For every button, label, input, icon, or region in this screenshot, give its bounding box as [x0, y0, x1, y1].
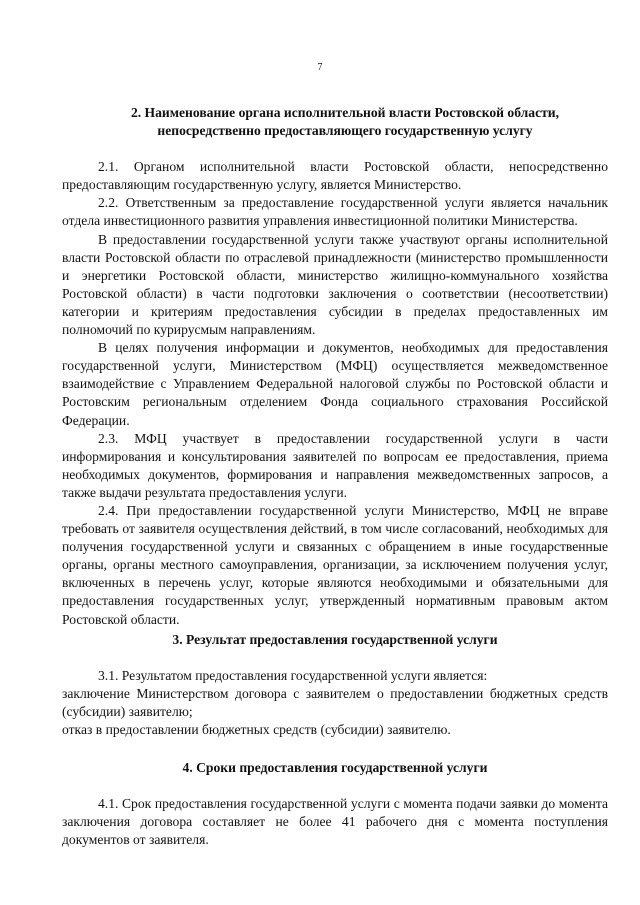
- document-body: [62, 104, 608, 849]
- spacer: [62, 739, 608, 759]
- section-2-heading-line-1: 2. Наименование органа исполнительной власти Ростовской области,: [130, 105, 560, 120]
- result-item-refusal: отказ в предоставлении бюджетных средств (субсидии) заявителю.: [62, 722, 451, 737]
- section-4-heading: 4. Сроки предоставления государственной услуги: [182, 760, 488, 776]
- spacer: [62, 140, 608, 158]
- paragraph-2-4: 2.4. При предоставлении государственной услуги Министерство, МФЦ не вправе требовать от заявителя осуществления действий, в том числе согласований, необходимых для получения государственной услуги и связанных с обращением в иные государственные органы, органы местного самоуправления, организации, за исключением получения услуг, включенных в перечень услуг, которые являются необходимыми и обязательными для предоставления государственных услуг, утвержденный нормативным правовым актом Ростовской области.: [62, 502, 608, 627]
- page-number: 7: [317, 62, 323, 73]
- result-item-contract: заключение Министерством договора с заявителем о предоставлении бюджетных средств (субсидии) заявителю;: [62, 685, 608, 719]
- section-3-heading: 3. Результат предоставления государственной услуги: [172, 631, 498, 647]
- paragraph-4-1: 4.1. Срок предоставления государственной услуги с момента подачи заявки до момента заключения договора составляет не более 41 рабочего дня с момента поступления документов от заявителя.: [62, 796, 608, 848]
- section-2-heading: [62, 104, 608, 140]
- paragraph-2-2-interaction: В целях получения информации и документов, необходимых для предоставления государственной услуги, Министерством (МФЦ) осуществляется межведомственное взаимодействие с Управлением Федеральной налоговой службы по Ростовской области и Ростовским региональным отделением Фонда социального страхования Российской Федерации.: [62, 340, 608, 428]
- paragraph-2-2-participants: В предоставлении государственной услуги также участвуют органы исполнительной власти Ростовской области по отраслевой принадлежности (министерство промышленности и энергетики Ростовской области, министерство жилищно-коммунального хозяйства Ростовской области) в части подготовки заключения о соответствии (несоответствии) категории и критериям предоставления субсидии в пределах предоставленных им полномочий по курирусмым направлениям.: [62, 231, 608, 338]
- section-2-heading-line-2: непосредственно предоставляющего государственную услугу: [157, 123, 533, 139]
- paragraph-2-1: 2.1. Органом исполнительной власти Ростовской области, непосредственно предоставляющим государственную услугу, является Министерство.: [62, 159, 608, 193]
- paragraph-2-2: 2.2. Ответственным за предоставление государственной услуги является начальник отдела инвестиционного развития управления инвестиционной политики Министерства.: [62, 195, 608, 229]
- spacer: [62, 649, 608, 667]
- paragraph-2-3: 2.3. МФЦ участвует в предоставлении государственной услуги в части информирования и консультирования заявителей по вопросам ее предоставления, приема необходимых документов, формирования и направления межведомственных запросов, а также выдачи результата предоставления услуги.: [62, 430, 608, 500]
- spacer: [62, 777, 608, 795]
- paragraph-3-1: 3.1. Результатом предоставления государственной услуги является:: [98, 667, 488, 683]
